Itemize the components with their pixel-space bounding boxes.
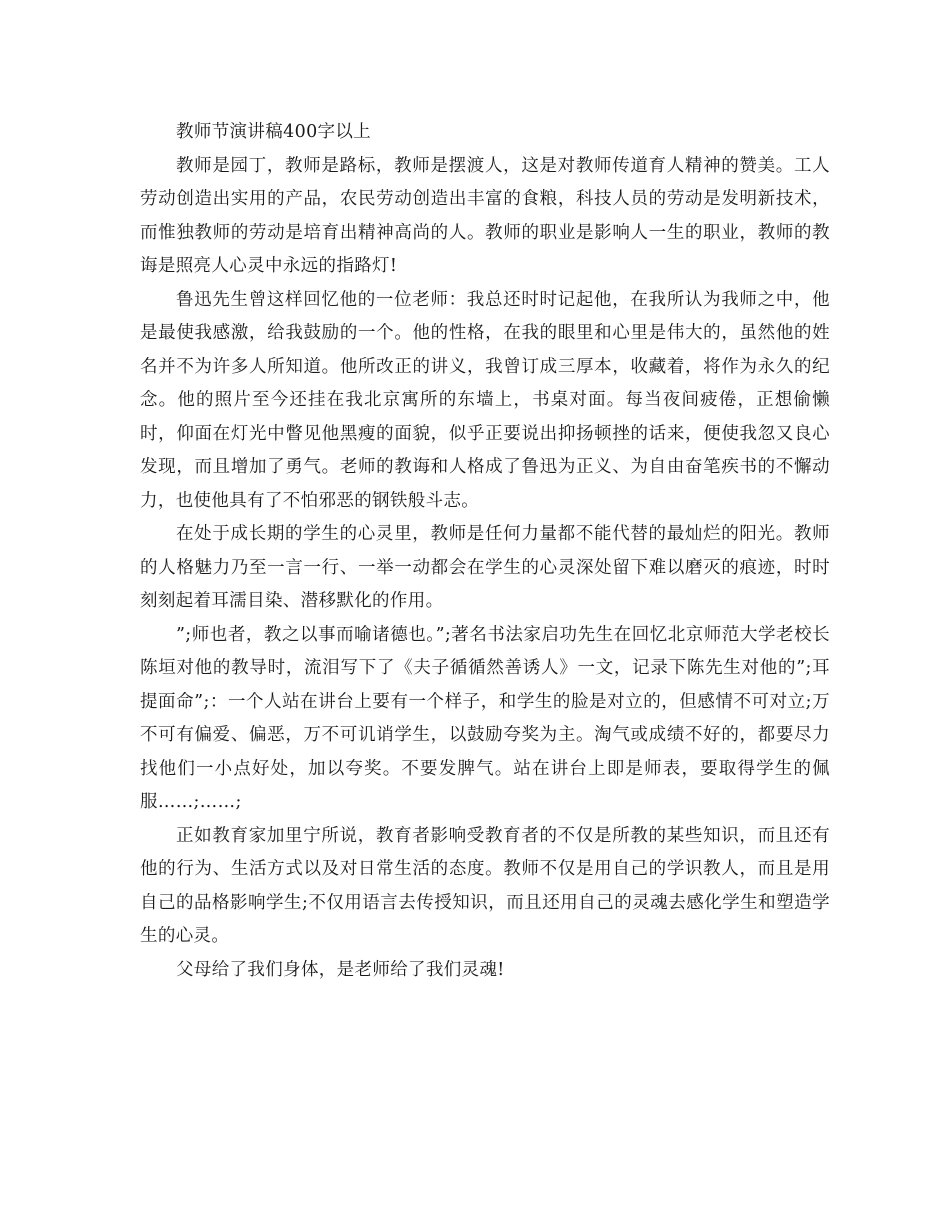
paragraph-1: 教师是园丁，教师是路标，教师是摆渡人，这是对教师传道育人精神的赞美。工人劳动创造出实用的产品，农民劳动创造出丰富的食粮，科技人员的劳动是发明新技术，而惟独教师的劳动是培育出精神高尚的人。教师的职业是影响人一生的职业，教师的教诲是照亮人心灵中永远的指路灯! [140, 155, 830, 276]
document-page [140, 116, 830, 987]
paragraph-2: 鲁迅先生曾这样回忆他的一位老师：我总还时时记起他，在我所认为我师之中，他是最使我感激，给我鼓励的一个。他的性格，在我的眼里和心里是伟大的，虽然他的姓名并不为许多人所知道。他所改正的讲义，我曾订成三厚本，收藏着，将作为永久的纪念。他的照片至今还挂在我北京寓所的东墙上，书桌对面。每当夜间疲倦，正想偷懒时，仰面在灯光中瞥见他黑瘦的面貌，似乎正要说出抑扬顿挫的话来，便使我忽又良心发现，而且增加了勇气。老师的教诲和人格成了鲁迅为正义、为自由奋笔疾书的不懈动力，也使他具有了不怕邪恶的钢铁般斗志。 [140, 289, 830, 511]
paragraph-4: ”;师也者，教之以事而喻诸德也。”;著名书法家启功先生在回忆北京师范大学老校长陈垣对他的教导时，流泪写下了《夫子循循然善诱人》一文，记录下陈先生对他的”;耳提面命”;：一个人站在讲台上要有一个样子，和学生的脸是对立的，但感情不可对立;万不可有偏爱、偏恶，万不可讥诮学生，以鼓励夸奖为主。淘气或成绩不好的，都要尽力找他们一小点好处，加以夸奖。不要发脾气。站在讲台上即是师表，要取得学生的佩服……;……; [140, 624, 830, 812]
paragraph-6: 父母给了我们身体，是老师给了我们灵魂! [176, 959, 505, 980]
paragraph-3: 在处于成长期的学生的心灵里，教师是任何力量都不能代替的最灿烂的阳光。教师的人格魅力乃至一言一行、一举一动都会在学生的心灵深处留下难以磨灭的痕迹，时时刻刻起着耳濡目染、潜移默化的作用。 [140, 524, 830, 611]
paragraph-5: 正如教育家加里宁所说，教育者影响受教育者的不仅是所教的某些知识，而且还有他的行为、生活方式以及对日常生活的态度。教师不仅是用自己的学识教人，而且是用自己的品格影响学生;不仅用语言去传授知识，而且还用自己的灵魂去感化学生和塑造学生的心灵。 [140, 825, 830, 946]
document-title: 教师节演讲稿400字以上 [176, 122, 372, 142]
